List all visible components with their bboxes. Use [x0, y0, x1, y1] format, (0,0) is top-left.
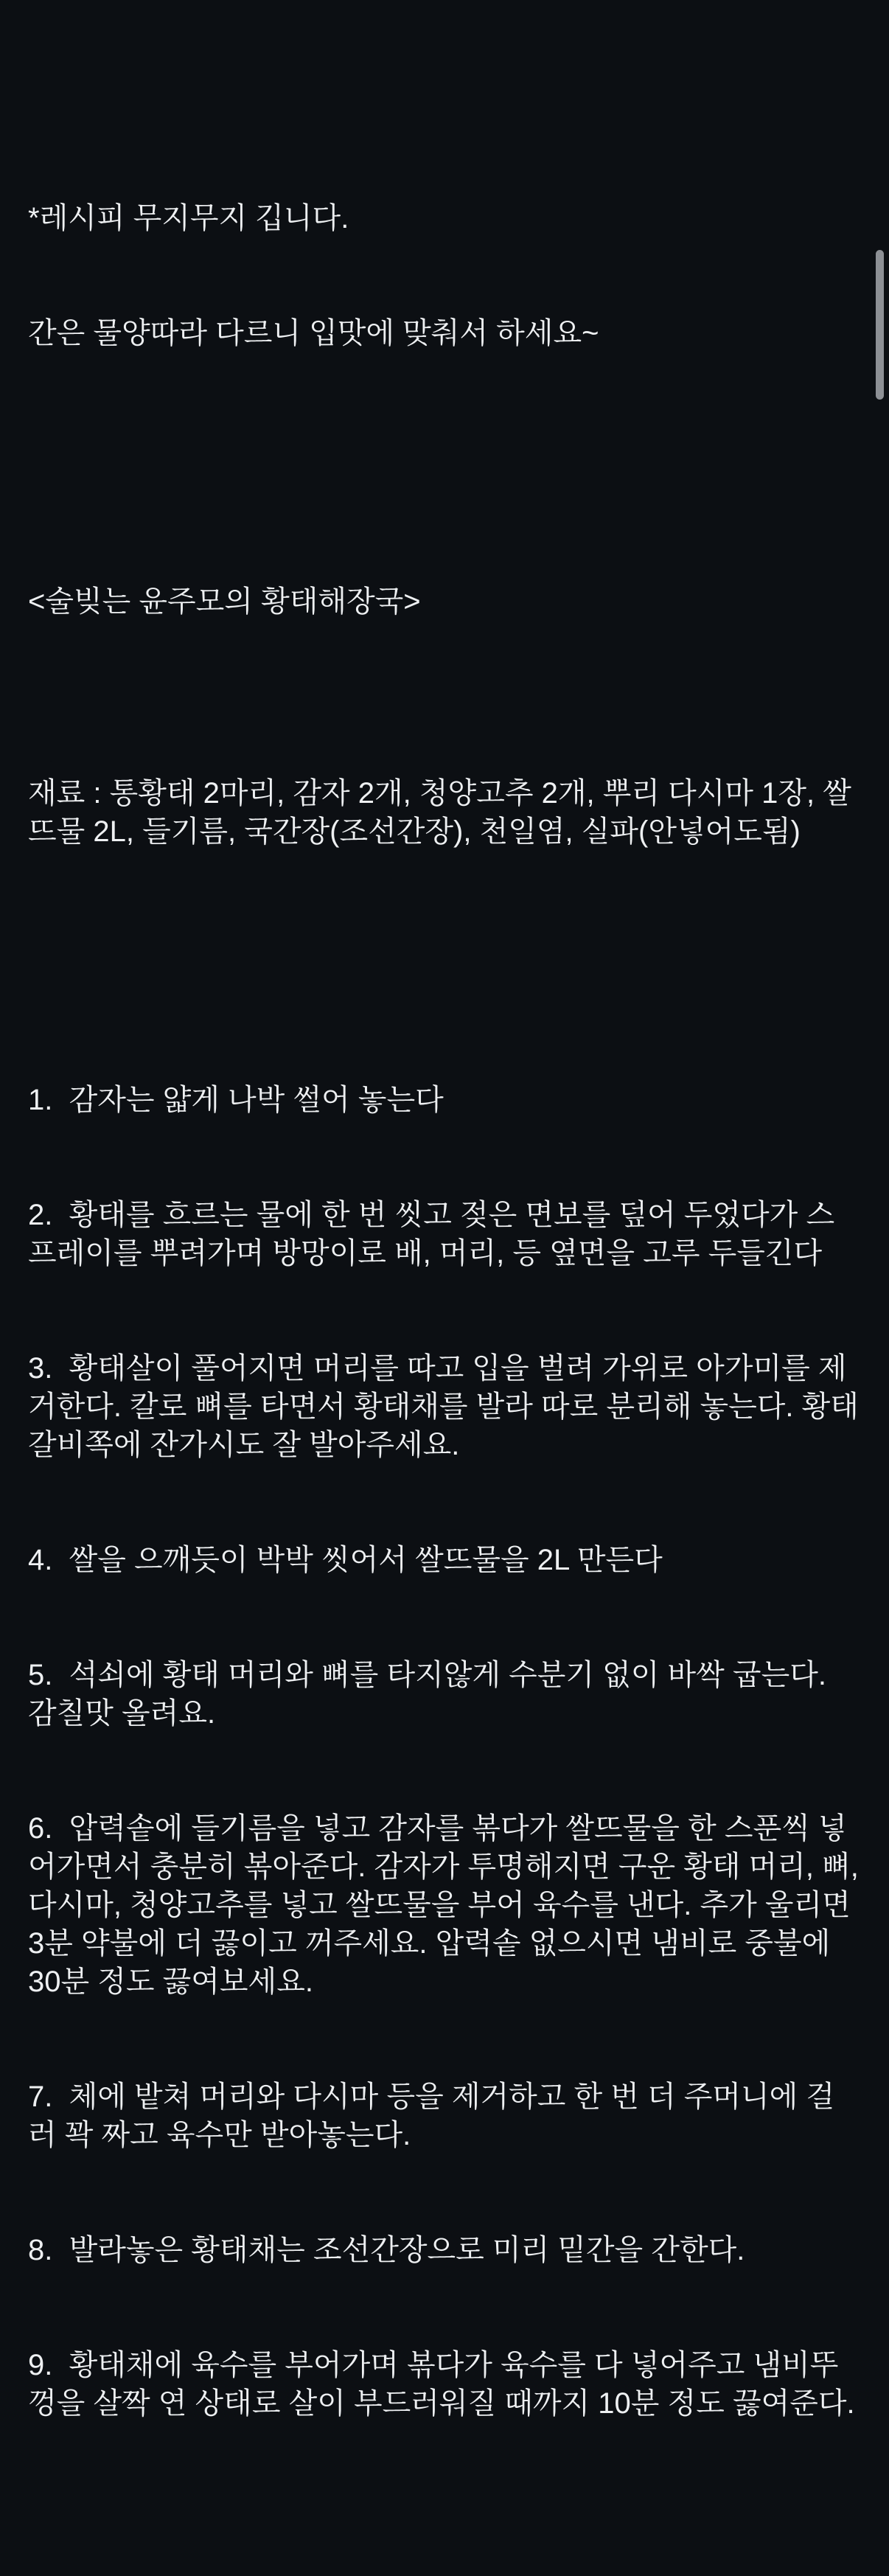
recipe-step-6: 6. 압력솥에 들기름을 넣고 감자를 볶다가 쌀뜨물을 한 스푼씩 넣어가면서 충분히 볶아준다. 감자가 투명해지면 구운 황태 머리, 뼈, 다시마, 청양고추를 넣고 쌀뜨물을 부어 육수를 낸다. 추가 울리면 3분 약불에 더 끓이고 꺼주세요. 압력솥 없으시면 냄비로 중불에 30분 정도 끓여보세요.: [28, 1812, 868, 1998]
recipe-step-5: 5. 석쇠에 황태 머리와 뼈를 타지않게 수분기 없이 바싹 굽는다. 감칠맛 올려요.: [28, 1659, 835, 1730]
scrollbar-track[interactable]: [876, 0, 889, 1042]
recipe-step-9: 9. 황태채에 육수를 부어가며 볶다가 육수를 다 넣어주고 냄비뚜껑을 살짝 연 상태로 살이 부드러워질 때까지 10분 정도 끓여준다.: [28, 2349, 855, 2420]
scrollbar-thumb[interactable]: [876, 250, 884, 400]
recipe-ingredients: 재료 : 통황태 2마리, 감자 2개, 청양고추 2개, 뿌리 다시마 1장, 쌀뜨물 2L, 들기름, 국간장(조선간장), 천일염, 실파(안넣어도됨): [28, 777, 851, 848]
recipe-step-4: 4. 쌀을 으깨듯이 박박 씻어서 쌀뜨물을 2L 만든다: [28, 1544, 663, 1576]
recipe-step-7: 7. 체에 밭쳐 머리와 다시마 등을 제거하고 한 번 더 주머니에 걸러 꽉 짜고 육수만 받아놓는다.: [28, 2081, 835, 2151]
recipe-title: <술빚는 윤주모의 황태해장국>: [28, 585, 421, 618]
recipe-step-8: 8. 발라놓은 황태채는 조선간장으로 미리 밑간을 간한다.: [28, 2234, 745, 2266]
recipe-step-2: 2. 황태를 흐르는 물에 한 번 씻고 젖은 면보를 덮어 두었다가 스프레이를 뿌려가며 방망이로 배, 머리, 등 옆면을 고루 두들긴다: [28, 1199, 835, 1270]
recipe-note-line-2: 간은 물양따라 다르니 입맛에 맞춰서 하세요~: [28, 317, 599, 349]
recipe-step-3: 3. 황태살이 풀어지면 머리를 따고 입을 벌려 가위로 아가미를 제거한다. 칼로 뼈를 타면서 황태채를 발라 따로 분리해 놓는다. 황태갈비쪽에 잔가시도 잘 발아주세요.: [28, 1352, 859, 1461]
recipe-step-1: 1. 감자는 얇게 나박 썰어 놓는다: [28, 1084, 444, 1116]
recipe-steps: [28, 1004, 868, 2499]
recipe-post: [28, 7, 868, 2576]
recipe-note-line-1: *레시피 무지무지 깁니다.: [28, 202, 349, 234]
recipe-note: [28, 122, 861, 429]
